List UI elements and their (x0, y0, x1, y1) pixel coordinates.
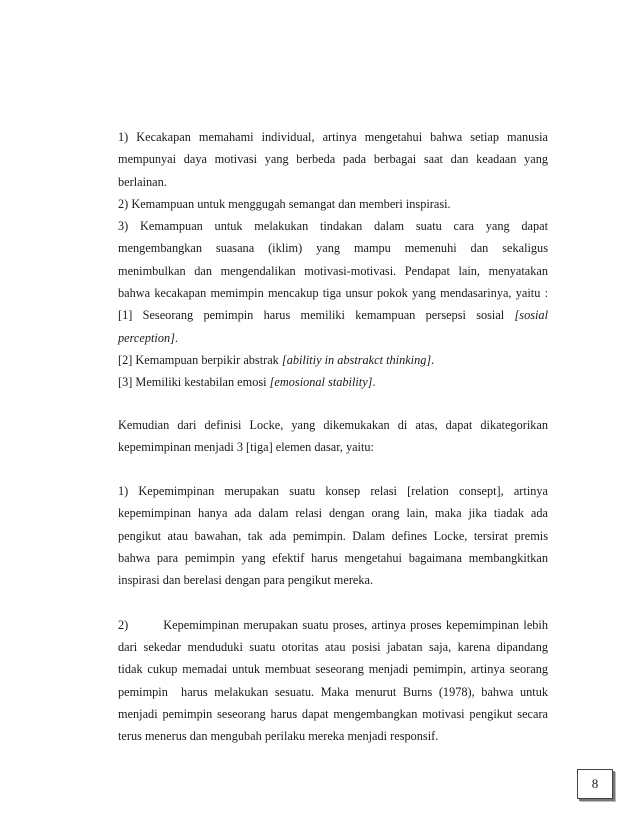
text-line: tidak cukup memadai untuk membuat seseorang menjadi pemimpin, artinya seorang (118, 662, 548, 677)
text-line: 2) Kepemimpinan merupakan suatu proses, artinya proses kepemimpinan lebih (118, 617, 548, 632)
text-line: Kemudian dari definisi Locke, yang dikemukakan di atas, dapat dikategorikan (118, 417, 548, 432)
text-line: pemimpin harus melakukan sesuatu. Maka menurut Burns (1978), bahwa untuk (118, 684, 548, 699)
list-item (118, 304, 548, 326)
paragraph-gap (118, 592, 548, 614)
text-line: inspirasi dan berelasi dengan para pengikut mereka. (118, 573, 374, 588)
text-line: bahwa para pemimpin yang efektif harus mengetahui bagaimana membangkitkan (118, 551, 548, 566)
text-line: 3) Kemampuan untuk melakukan tindakan dalam suatu cara yang dapat (118, 219, 548, 234)
text-line: menimbulkan dan mengendalikan motivasi-motivasi. Pendapat lain, menyatakan (118, 263, 548, 278)
list-item (118, 371, 548, 393)
item-italic: [emosional stability] (269, 375, 373, 390)
item-italic: [abilitiy in abstrakct thinking] (281, 352, 432, 367)
item-text: [1] Seseorang pemimpin harus memiliki kemampuan persepsi sosial (118, 308, 515, 323)
page-number: 8 (591, 776, 599, 791)
item-italic: [sosial (514, 308, 548, 323)
page-number-box (577, 769, 613, 799)
list-item-continuation (118, 327, 548, 349)
text-line: 1) Kepemimpinan merupakan suatu konsep relasi [relation consept], artinya (118, 484, 548, 499)
paragraph-gap (118, 458, 548, 480)
item-end: . (431, 352, 435, 367)
text-line: pengikut atau bawahan, tak ada pemimpin. Dalam defines Locke, tersirat premis (118, 528, 548, 543)
item-text: [2] Kemampuan berpikir abstrak (118, 352, 282, 367)
text-line: terus menerus dan mengubah perilaku mereka menjadi responsif. (118, 729, 439, 744)
text-line: 1) Kecakapan memahami individual, artinya mengetahui bahwa setiap manusia (118, 130, 548, 144)
text-line: kepemimpinan hanya ada dalam relasi dengan orang lain, maka jika tiadak ada (118, 506, 548, 521)
text-line: mengembangkan suasana (iklim) yang mampu memenuhi dan sekaligus (118, 241, 548, 256)
text-line: bahwa kecakapan memimpin mencakup tiga unsur pokok yang mendasarinya, yaitu : (118, 286, 548, 301)
text-line: berlainan. (118, 174, 167, 189)
text-line: 2) Kemampuan untuk menggugah semangat dan memberi inspirasi. (118, 196, 451, 211)
paragraph-gap (118, 394, 548, 414)
list-item (118, 349, 548, 371)
text-line: menjadi pemimpin seseorang harus dapat mengembangkan motivasi pengikut secara (118, 706, 548, 721)
item-end: . (174, 330, 178, 345)
document-body (118, 126, 548, 747)
text-line: dari sekedar menduduki suatu otoritas atau posisi jabatan saja, karena dipandang (118, 639, 548, 654)
item-italic: perception] (118, 330, 175, 345)
item-end: . (372, 375, 376, 390)
text-line: mempunyai daya motivasi yang berbeda pada berbagai saat dan keadaan yang (118, 152, 548, 167)
item-text: [3] Memiliki kestabilan emosi (118, 375, 270, 390)
text-line: kepemimpinan menjadi 3 [tiga] elemen dasar, yaitu: (118, 439, 374, 454)
